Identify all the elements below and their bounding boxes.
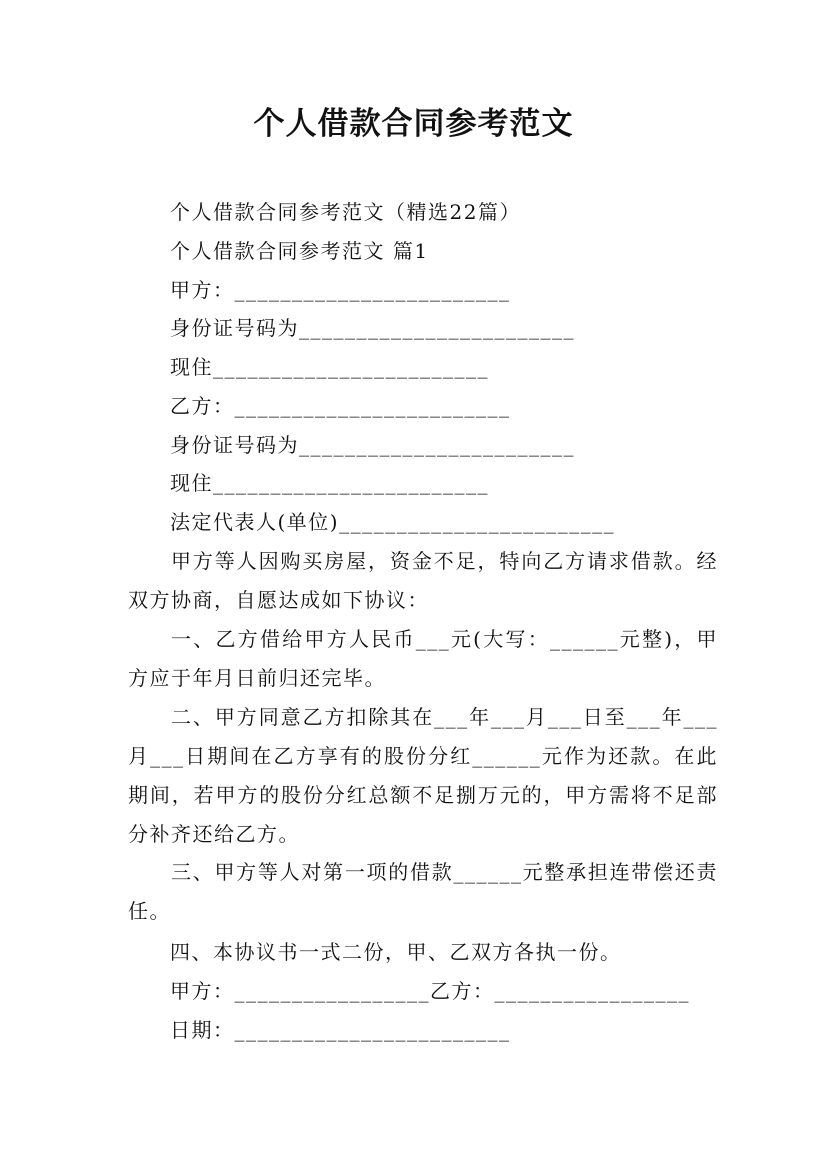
paragraph-clause-2: 二、甲方同意乙方扣除其在___年___月___日至___年___月___日期间在乙方享有的股份分红______元作为还款。在此期间，若甲方的股份分红总额不足捌万元的，甲方需将不足部分补齐还给乙方。 (128, 705, 718, 846)
intro-line: 个人借款合同参考范文（精选22篇） (170, 200, 521, 224)
id-number-a-line: 身份证号码为________________________ (170, 316, 575, 340)
date-line: 日期：________________________ (170, 1018, 511, 1042)
copies-clause: 四、本协议书一式二份，甲、乙双方各执一份。 (170, 940, 622, 964)
paragraph-clause-3: 三、甲方等人对第一项的借款______元整承担连带偿还责任。 (128, 860, 718, 923)
paragraph-purpose: 甲方等人因购买房屋，资金不足，特向乙方请求借款。经双方协商，自愿达成如下协议： (128, 549, 718, 612)
id-number-b-line: 身份证号码为________________________ (170, 433, 575, 457)
document-title: 个人借款合同参考范文 (253, 106, 574, 142)
legal-representative-line: 法定代表人(单位)________________________ (170, 510, 616, 534)
paragraph-clause-1: 一、乙方借给甲方人民币___元(大写：______元整)，甲方应于年月日前归还完毕。 (128, 627, 718, 690)
party-a-line: 甲方：________________________ (170, 278, 511, 302)
piece-heading: 个人借款合同参考范文 篇1 (170, 239, 429, 263)
address-b-line: 现住________________________ (170, 471, 489, 495)
signature-line: 甲方：_________________乙方：_________________ (170, 979, 690, 1003)
address-a-line: 现住________________________ (170, 355, 489, 379)
party-b-line: 乙方：________________________ (170, 394, 511, 418)
